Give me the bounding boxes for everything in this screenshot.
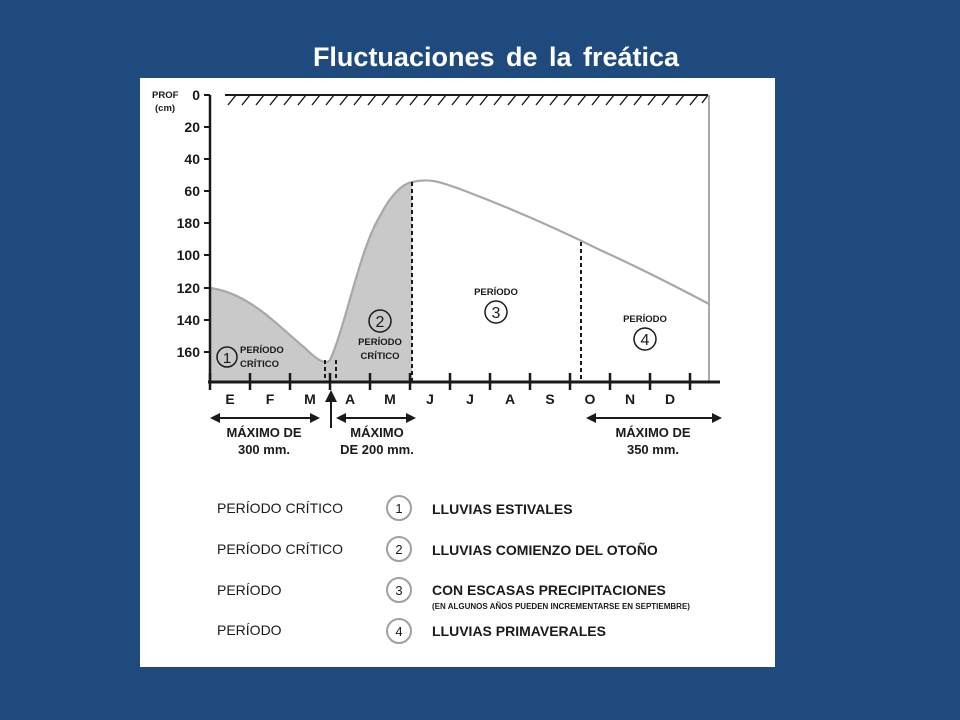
y-tick-label: 20 bbox=[184, 119, 200, 135]
y-tick-label: 120 bbox=[176, 280, 200, 296]
svg-text:3: 3 bbox=[491, 305, 501, 322]
svg-text:PERÍODO: PERÍODO bbox=[358, 337, 402, 348]
svg-text:PERÍODO: PERÍODO bbox=[474, 287, 518, 298]
water-table-diagram bbox=[140, 78, 775, 667]
y-tick-label: 160 bbox=[176, 344, 200, 360]
arrow-right-icon bbox=[712, 413, 722, 423]
legend-row bbox=[217, 496, 573, 520]
arrow-left-icon bbox=[210, 413, 220, 423]
arrow-right-icon bbox=[310, 413, 320, 423]
month-label: S bbox=[545, 391, 555, 407]
svg-text:PERÍODO CRÍTICO: PERÍODO CRÍTICO bbox=[217, 541, 344, 557]
month-label: E bbox=[225, 391, 235, 407]
month-label: J bbox=[466, 391, 474, 407]
svg-text:CRÍTICO: CRÍTICO bbox=[240, 359, 280, 370]
arrow-left-icon bbox=[586, 413, 596, 423]
arrow-right-icon bbox=[406, 413, 416, 423]
month-label: M bbox=[384, 391, 396, 407]
y-tick-label: 100 bbox=[176, 247, 200, 263]
rain-max-label: MÁXIMO DE bbox=[226, 425, 302, 440]
rain-max-label: MÁXIMO DE bbox=[615, 425, 691, 440]
svg-text:PERÍODO: PERÍODO bbox=[217, 622, 282, 638]
legend bbox=[217, 496, 690, 643]
month-label: O bbox=[584, 391, 596, 407]
slide-title: Fluctuaciones de la freática bbox=[312, 42, 680, 72]
svg-text:2: 2 bbox=[395, 542, 403, 557]
svg-text:LLUVIAS COMIENZO DEL OTOÑO: LLUVIAS COMIENZO DEL OTOÑO bbox=[432, 542, 658, 558]
svg-text:PERÍODO: PERÍODO bbox=[623, 314, 667, 325]
rain-max-label: DE 200 mm. bbox=[340, 442, 414, 457]
diagram-panel bbox=[140, 78, 775, 667]
svg-text:4: 4 bbox=[640, 332, 650, 349]
svg-text:CRÍTICO: CRÍTICO bbox=[360, 351, 400, 362]
y-axis-label: PROF bbox=[152, 90, 179, 101]
arrow-up-icon bbox=[325, 390, 337, 402]
month-label: D bbox=[664, 391, 676, 407]
month-label: M bbox=[304, 391, 316, 407]
month-label: J bbox=[426, 391, 434, 407]
y-tick-label: 40 bbox=[184, 151, 200, 167]
legend-row bbox=[217, 537, 658, 561]
y-tick-label: 0 bbox=[192, 87, 200, 103]
svg-text:3: 3 bbox=[395, 583, 403, 598]
rain-max-label: MÁXIMO bbox=[350, 425, 404, 440]
rain-max-label: 300 mm. bbox=[237, 442, 291, 457]
svg-text:LLUVIAS PRIMAVERALES: LLUVIAS PRIMAVERALES bbox=[432, 623, 606, 639]
y-axis-unit: (cm) bbox=[155, 103, 176, 114]
month-label: N bbox=[624, 391, 636, 407]
svg-text:CON ESCASAS PRECIPITACIONES: CON ESCASAS PRECIPITACIONES bbox=[432, 582, 666, 598]
svg-text:1: 1 bbox=[395, 501, 403, 516]
period-3-label bbox=[474, 287, 518, 323]
svg-text:LLUVIAS ESTIVALES: LLUVIAS ESTIVALES bbox=[432, 501, 573, 517]
svg-text:PERÍODO: PERÍODO bbox=[217, 582, 282, 598]
arrow-left-icon bbox=[336, 413, 346, 423]
svg-text:PERÍODO: PERÍODO bbox=[240, 345, 284, 356]
period-4-label bbox=[623, 314, 667, 350]
svg-text:4: 4 bbox=[395, 624, 403, 639]
rain-max-label: 350 mm. bbox=[626, 442, 680, 457]
ground-surface-hatching bbox=[228, 95, 708, 105]
month-label: F bbox=[265, 391, 275, 407]
y-tick-label: 180 bbox=[176, 215, 200, 231]
month-label: A bbox=[504, 391, 516, 407]
svg-text:1: 1 bbox=[222, 350, 232, 367]
legend-row bbox=[217, 619, 606, 643]
svg-text:2: 2 bbox=[375, 314, 385, 331]
y-tick-label: 140 bbox=[176, 312, 200, 328]
y-tick-label: 60 bbox=[184, 183, 200, 199]
svg-text:(EN ALGUNOS AÑOS PUEDEN INCREM: (EN ALGUNOS AÑOS PUEDEN INCREMENTARSE EN SEPTIEMBRE) bbox=[432, 602, 690, 611]
month-label: A bbox=[344, 391, 356, 407]
legend-row bbox=[217, 578, 690, 611]
svg-text:PERÍODO CRÍTICO: PERÍODO CRÍTICO bbox=[217, 500, 344, 516]
